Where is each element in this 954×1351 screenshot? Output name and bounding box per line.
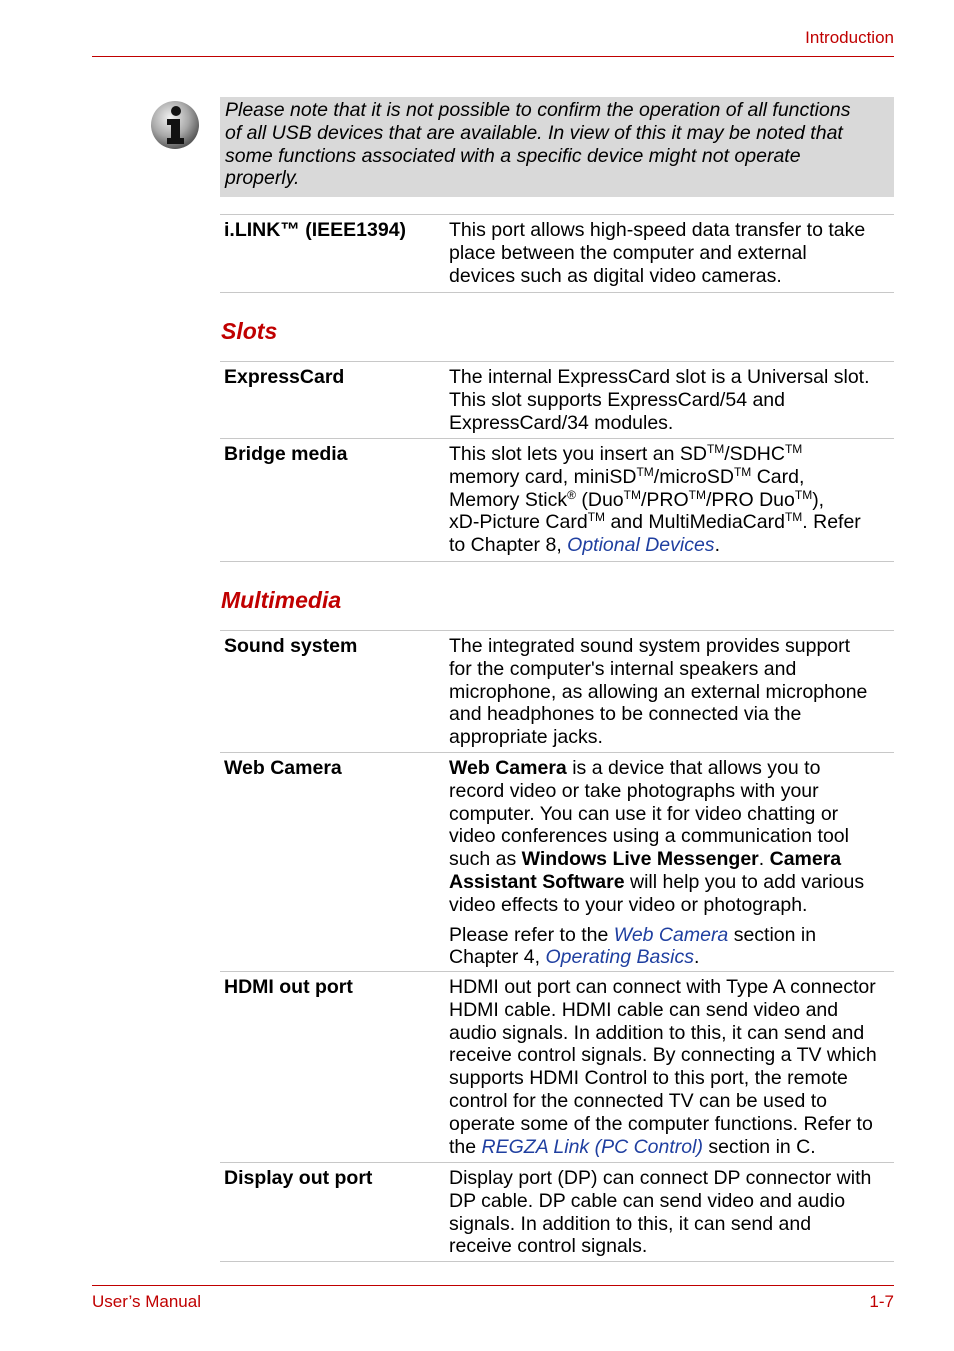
note-box	[220, 97, 894, 197]
ilink-table	[220, 214, 894, 293]
desc-line: place between the computer and external	[449, 241, 807, 264]
header-rule	[92, 56, 894, 57]
multimedia-table	[220, 630, 894, 1262]
desc-line: video conferences using a communication tool	[449, 825, 849, 848]
desc-line: HDMI out port can connect with Type A connector	[449, 976, 876, 998]
desc-line: devices such as digital video cameras.	[449, 264, 782, 287]
note-line: properly.	[225, 167, 300, 190]
note-line: of all USB devices that are available. In view of this it may be noted that	[225, 121, 843, 144]
term: Bridge media	[224, 443, 348, 465]
desc-line: operate some of the computer functions. Refer to	[449, 1112, 873, 1135]
term: Display out port	[224, 1167, 373, 1189]
desc-line: and headphones to be connected via the	[449, 703, 802, 726]
desc-line: for the computer's internal speakers and	[449, 657, 797, 680]
description	[449, 219, 894, 287]
web-camera-link[interactable]: Web Camera	[613, 923, 729, 946]
desc-line: This slot supports ExpressCard/54 and	[449, 388, 785, 411]
optional-devices-link[interactable]: Optional Devices	[567, 534, 715, 557]
desc-line: microphone, as allowing an external microphone	[449, 680, 868, 703]
desc-line: control for the connected TV can be used to	[449, 1089, 827, 1112]
desc-line: the REGZA Link (PC Control) section in C.	[449, 1135, 816, 1158]
desc-line: Memory Stick® (Duo™/PRO™/PRO Duo™),	[449, 487, 825, 511]
desc-line: receive control signals. By connecting a TV which	[449, 1044, 877, 1067]
regza-link-link[interactable]: REGZA Link (PC Control)	[481, 1135, 703, 1158]
section-title-slots: Slots	[221, 318, 278, 344]
page-number: 1-7	[869, 1292, 894, 1311]
description	[449, 1167, 894, 1258]
desc-line: xD-Picture Card™ and MultiMediaCard™. Refer	[449, 510, 861, 534]
desc-line: audio signals. In addition to this, it can send and	[449, 1021, 865, 1044]
note-line: some functions associated with a specific device might not operate	[225, 144, 801, 167]
desc-line: Web Camera is a device that allows you to	[449, 757, 821, 779]
header-title: Introduction	[805, 28, 894, 47]
desc-line: Please refer to the Web Camera section in	[449, 923, 817, 946]
desc-line: to Chapter 8, Optional Devices.	[449, 534, 720, 557]
description	[449, 366, 894, 434]
desc-line: computer. You can use it for video chatting or	[449, 802, 839, 825]
desc-line: Display port (DP) can connect DP connector with	[449, 1167, 872, 1189]
operating-basics-link[interactable]: Operating Basics	[545, 946, 694, 969]
table-row	[220, 361, 894, 438]
desc-line: supports HDMI Control to this port, the remote	[449, 1067, 848, 1090]
desc-line: HDMI cable. HDMI cable can send video and	[449, 998, 839, 1021]
table-row	[220, 214, 894, 293]
term: i.LINK™ (IEEE1394)	[224, 219, 407, 241]
desc-line: such as Windows Live Messenger. Camera	[449, 848, 842, 871]
term: HDMI out port	[224, 976, 353, 998]
table-row	[220, 971, 894, 1162]
description	[449, 757, 894, 969]
desc-line: video effects to your video or photograph.	[449, 893, 808, 916]
desc-line: memory card, miniSD™/microSD™ Card,	[449, 464, 805, 488]
desc-line: Assistant Software will help you to add various	[449, 870, 865, 893]
table-row	[220, 752, 894, 971]
slots-table	[220, 361, 894, 562]
desc-line: Chapter 4, Operating Basics.	[449, 946, 700, 969]
desc-line: appropriate jacks.	[449, 726, 603, 749]
table-row	[220, 438, 894, 562]
section-title-multimedia: Multimedia	[221, 587, 342, 613]
desc-line: This port allows high-speed data transfer to take	[449, 219, 866, 241]
desc-line: record video or take photographs with your	[449, 779, 819, 802]
desc-line: DP cable. DP cable can send video and audio	[449, 1189, 846, 1212]
term: ExpressCard	[224, 366, 345, 388]
term: Sound system	[224, 635, 358, 657]
note-line: Please note that it is not possible to confirm the operation of all functions	[225, 99, 851, 121]
info-icon	[150, 100, 200, 150]
description	[449, 443, 894, 557]
desc-line: ExpressCard/34 modules.	[449, 411, 674, 434]
description	[449, 635, 894, 749]
desc-line: The internal ExpressCard slot is a Universal slot.	[449, 366, 870, 388]
desc-line: This slot lets you insert an SD™/SDHC™	[449, 442, 803, 465]
desc-line: The integrated sound system provides support	[449, 635, 851, 657]
footer-manual-title: User’s Manual	[92, 1292, 201, 1311]
term: Web Camera	[224, 757, 342, 779]
table-row	[220, 1162, 894, 1262]
desc-line: receive control signals.	[449, 1235, 648, 1258]
table-row	[220, 630, 894, 752]
description	[449, 976, 894, 1158]
desc-line: signals. In addition to this, it can send and	[449, 1212, 812, 1235]
footer-rule	[92, 1285, 894, 1286]
